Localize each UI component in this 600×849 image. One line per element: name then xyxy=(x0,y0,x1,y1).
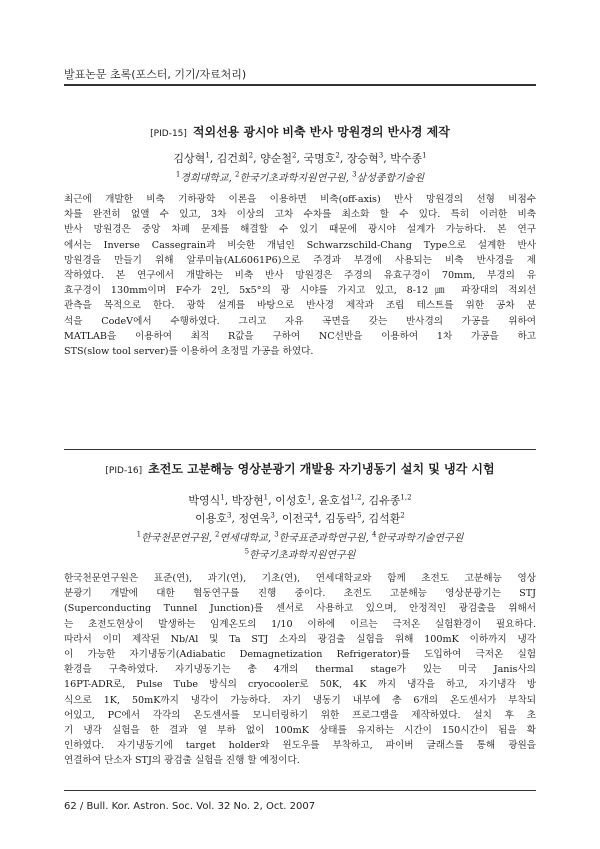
author-name: 박수종 xyxy=(390,152,423,165)
text-line: 석을 CodeV에서 수행하였다. 그리고 자유 곡면을 갖는 반사경의 가공을 위하여 xyxy=(64,315,536,327)
affiliation-sup: 4 xyxy=(371,530,377,539)
author-sup: 3 xyxy=(270,511,275,520)
text-line: 작하였다. 본 연구에서 개발하는 비축 반사 망원경은 주경의 유효구경이 70mm, 부경의 유 xyxy=(64,269,536,281)
text-line: 따라서 이미 제작된 Nb/Al 및 Ta STJ 소자의 광검출 실험을 위해 100mK 이하까지 냉각 xyxy=(64,633,536,645)
text-line: 어있고, PC에서 각각의 온도센서를 모니터링하기 위한 프로그램을 제작하였다. 설치 후 초 xyxy=(64,709,536,721)
affiliation-sup: 5 xyxy=(244,547,250,556)
text-line: MATLAB을 이용하여 최적 R값을 구하여 NC선반을 이용하여 1차 가공을 하고 xyxy=(64,330,536,342)
author-sup: 3 xyxy=(226,511,232,520)
affiliation-name: 한국천문연구원 xyxy=(141,533,209,544)
text-line: 차를 완전히 없앨 수 있고, 3차 이상의 고차 수차를 최소화 할 수 있다. 특히 이러한 비축 xyxy=(64,209,536,221)
author-sup: 1,2 xyxy=(400,493,412,502)
affiliation-name: 경희대학교 xyxy=(180,173,229,184)
abstract2-affiliations-line-1: $^1$한국천문연구원, $^2$연세대학교, $^3$한국표준과학연구원, $^4$한국과학기술연구원 xyxy=(136,530,464,544)
author-sup: 5 xyxy=(357,511,362,520)
text-line: 효구경이 130mm이며 F수가 2인, 5x5°의 광 시야를 가지고 있고, 8-12㎛ 파장대의 적외선 xyxy=(64,285,536,297)
text-line: 기 냉각 실험을 한 결과 열 부하 없이 100mK 상태를 유지하는 시간이 150시간이 됨을 확 xyxy=(64,724,536,736)
author-name: 박장현 xyxy=(231,494,264,507)
text-line: 16PT-ADR로, Pulse Tube 방식의 cryocooler로 50K, 4K 까지 냉각을 하고, 자기냉각 방 xyxy=(64,679,536,691)
abstract1-affiliations: $^1$경희대학교, $^2$한국기초과학지원연구원, $^3$삼성종합기술원 xyxy=(175,170,425,184)
text-line: (Superconducting Tunnel Junction)를 센서로 사용하고 있으며, 안정적인 광검출을 위해서 xyxy=(64,603,536,615)
affiliation-sup: 1 xyxy=(136,530,142,539)
author-sup: 4 xyxy=(313,511,319,520)
author-name: 이용호 xyxy=(195,512,227,525)
author-name: 박영식 xyxy=(188,494,221,507)
header-rule xyxy=(64,84,536,86)
author-sup: 3 xyxy=(378,151,384,160)
section-header: 발표논문 초록(포스터, 기기/자료처리) xyxy=(64,68,247,81)
author-sup: 1,2 xyxy=(350,493,362,502)
text-line: 관측을 목적으로 한다. 광학 설계를 바탕으로 반사경 제작과 조립 테스트를 위한 공차 분 xyxy=(64,300,536,312)
abstract2-body xyxy=(64,571,536,768)
abstract2-code: [PID-16] xyxy=(105,466,143,476)
text-line: 한국천문연구원은 표준(연), 과기(연), 기초(연), 연세대학교와 함께 초전도 고분해능 영상 xyxy=(64,573,536,584)
abstract1-code: [PID-15] xyxy=(150,129,187,139)
affiliation-name: 한국기초과학지원연구원 xyxy=(249,550,356,561)
author-sup: 1 xyxy=(220,493,225,502)
affiliation-sup: 1 xyxy=(175,170,181,179)
author-name: 양순철 xyxy=(260,152,293,165)
text-line: 반사 망원경은 중앙 차폐 문제를 해결할 수 있기 때문에 광시야 설계가 가능하다. 본 연구 xyxy=(64,224,536,236)
abstract1-authors: 김상혁$^1$, 김건희$^2$, 양순철$^2$, 국명호$^2$, 장승혁$^3$, 박수종$^1$ xyxy=(173,151,427,165)
text-line: STS(slow tool server)를 이용하여 초정밀 가공을 하였다. xyxy=(64,345,314,357)
author-name: 김석환 xyxy=(368,512,401,525)
author-name: 이전국 xyxy=(281,512,314,525)
author-name: 김동락 xyxy=(325,512,358,525)
author-sup: 2 xyxy=(400,511,405,520)
author-name: 정연욱 xyxy=(238,512,271,525)
abstract2-authors-line-2: 이용호$^3$, 정연욱$^3$, 이전국$^4$, 김동락$^5$, 김석환$^2$ xyxy=(195,511,405,525)
author-name: 이성호 xyxy=(275,494,308,507)
author-name: 국명호 xyxy=(303,152,336,165)
author-name: 장승혁 xyxy=(346,152,379,165)
abstract2-title-line xyxy=(64,460,536,477)
text-line: 최근에 개발한 비축 기하광학 이론을 이용하면 비축(off-axis) 반사 망원경의 선형 비점수 xyxy=(64,194,536,205)
author-name: 김건희 xyxy=(216,152,249,165)
affiliation-name: 한국기초과학지원연구원 xyxy=(239,173,346,184)
author-name: 김유종 xyxy=(368,494,401,507)
affiliation-sup: 2 xyxy=(234,170,240,179)
abstract1-title: 적외선용 광시야 비축 반사 망원경의 반사경 제작 xyxy=(192,125,450,139)
text-line: 에서는 Inverse Cassegrain과 비슷한 개념인 Schwarzschild-Chang Type으로 설계한 반사 xyxy=(64,239,536,251)
affiliation-name: 연세대학교 xyxy=(219,533,268,544)
author-sup: 1 xyxy=(307,493,312,502)
author-sup: 1 xyxy=(205,151,210,160)
abstract1-title-line xyxy=(64,123,536,140)
author-sup: 2 xyxy=(248,151,254,160)
abstract2-affiliations-line-2 xyxy=(64,546,536,561)
text-line: 분광기 개발에 대한 협동연구를 진행 중이다. 초전도 고분해능 영상분광기는 STJ xyxy=(64,588,536,600)
text-line: 인하였다. 자기냉동기에 target holder와 윈도우를 부착하고, 파이버 글래스를 통해 광원을 xyxy=(64,740,536,752)
affiliation-name: 한국표준과학연구원 xyxy=(278,533,366,544)
affiliation-name: 삼성종합기술원 xyxy=(356,173,425,184)
affiliation-sup: 2 xyxy=(215,530,220,539)
divider-rule xyxy=(64,449,536,450)
author-name: 김상혁 xyxy=(173,152,206,165)
affiliation-sup: 3 xyxy=(274,530,279,539)
abstract1-body xyxy=(64,192,536,359)
text-line: 이 가능한 자기냉동기(Adiabatic Demagnetization Refrigerator)를 도입하여 극저온 실험 xyxy=(64,648,536,660)
text-line: 는 초전도현상이 발생하는 임계온도의 1/10 이하에 이르는 극저온 실험환경이 필요하다. xyxy=(64,618,536,630)
footer-citation: 62 / Bull. Kor. Astron. Soc. Vol. 32 No. 2, Oct. 2007 xyxy=(64,801,316,812)
footer-rule xyxy=(64,790,536,791)
abstract2-authors-line-1: 박영식$^1$, 박장현$^1$, 이성호$^1$, 윤호섭$^{1,2}$, 김유종$^{1,2}$ xyxy=(188,493,412,507)
author-sup: 1 xyxy=(422,151,427,160)
author-sup: 1 xyxy=(263,493,269,502)
abstract2-title: 초전도 고분해능 영상분광기 개발용 자기냉동기 설치 및 냉각 시험 xyxy=(148,462,495,476)
text-line: 식으로 1K, 50mK까지 냉각이 가능하다. 자기 냉동기 내부에 총 6개의 온도센서가 부착되 xyxy=(64,694,536,706)
text-line: 연결하여 단소자 STJ의 광검출 실험을 진행 할 예정이다. xyxy=(64,755,300,767)
author-sup: 2 xyxy=(292,151,297,160)
text-line: 환경을 구축하였다. 자기냉동기는 총 4개의 thermal stage가 있는 미국 Janis사의 xyxy=(64,664,536,676)
author-sup: 2 xyxy=(335,151,340,160)
affiliation-name: 한국과학기술연구원 xyxy=(376,533,464,544)
author-name: 윤호섭 xyxy=(318,494,351,507)
affiliation-sup: 3 xyxy=(352,170,357,179)
text-line: 망원경을 만들기 위해 알루미늄(AL6061P6)으로 주경과 부경에 사용되는 비축 반사경을 제 xyxy=(64,254,536,266)
